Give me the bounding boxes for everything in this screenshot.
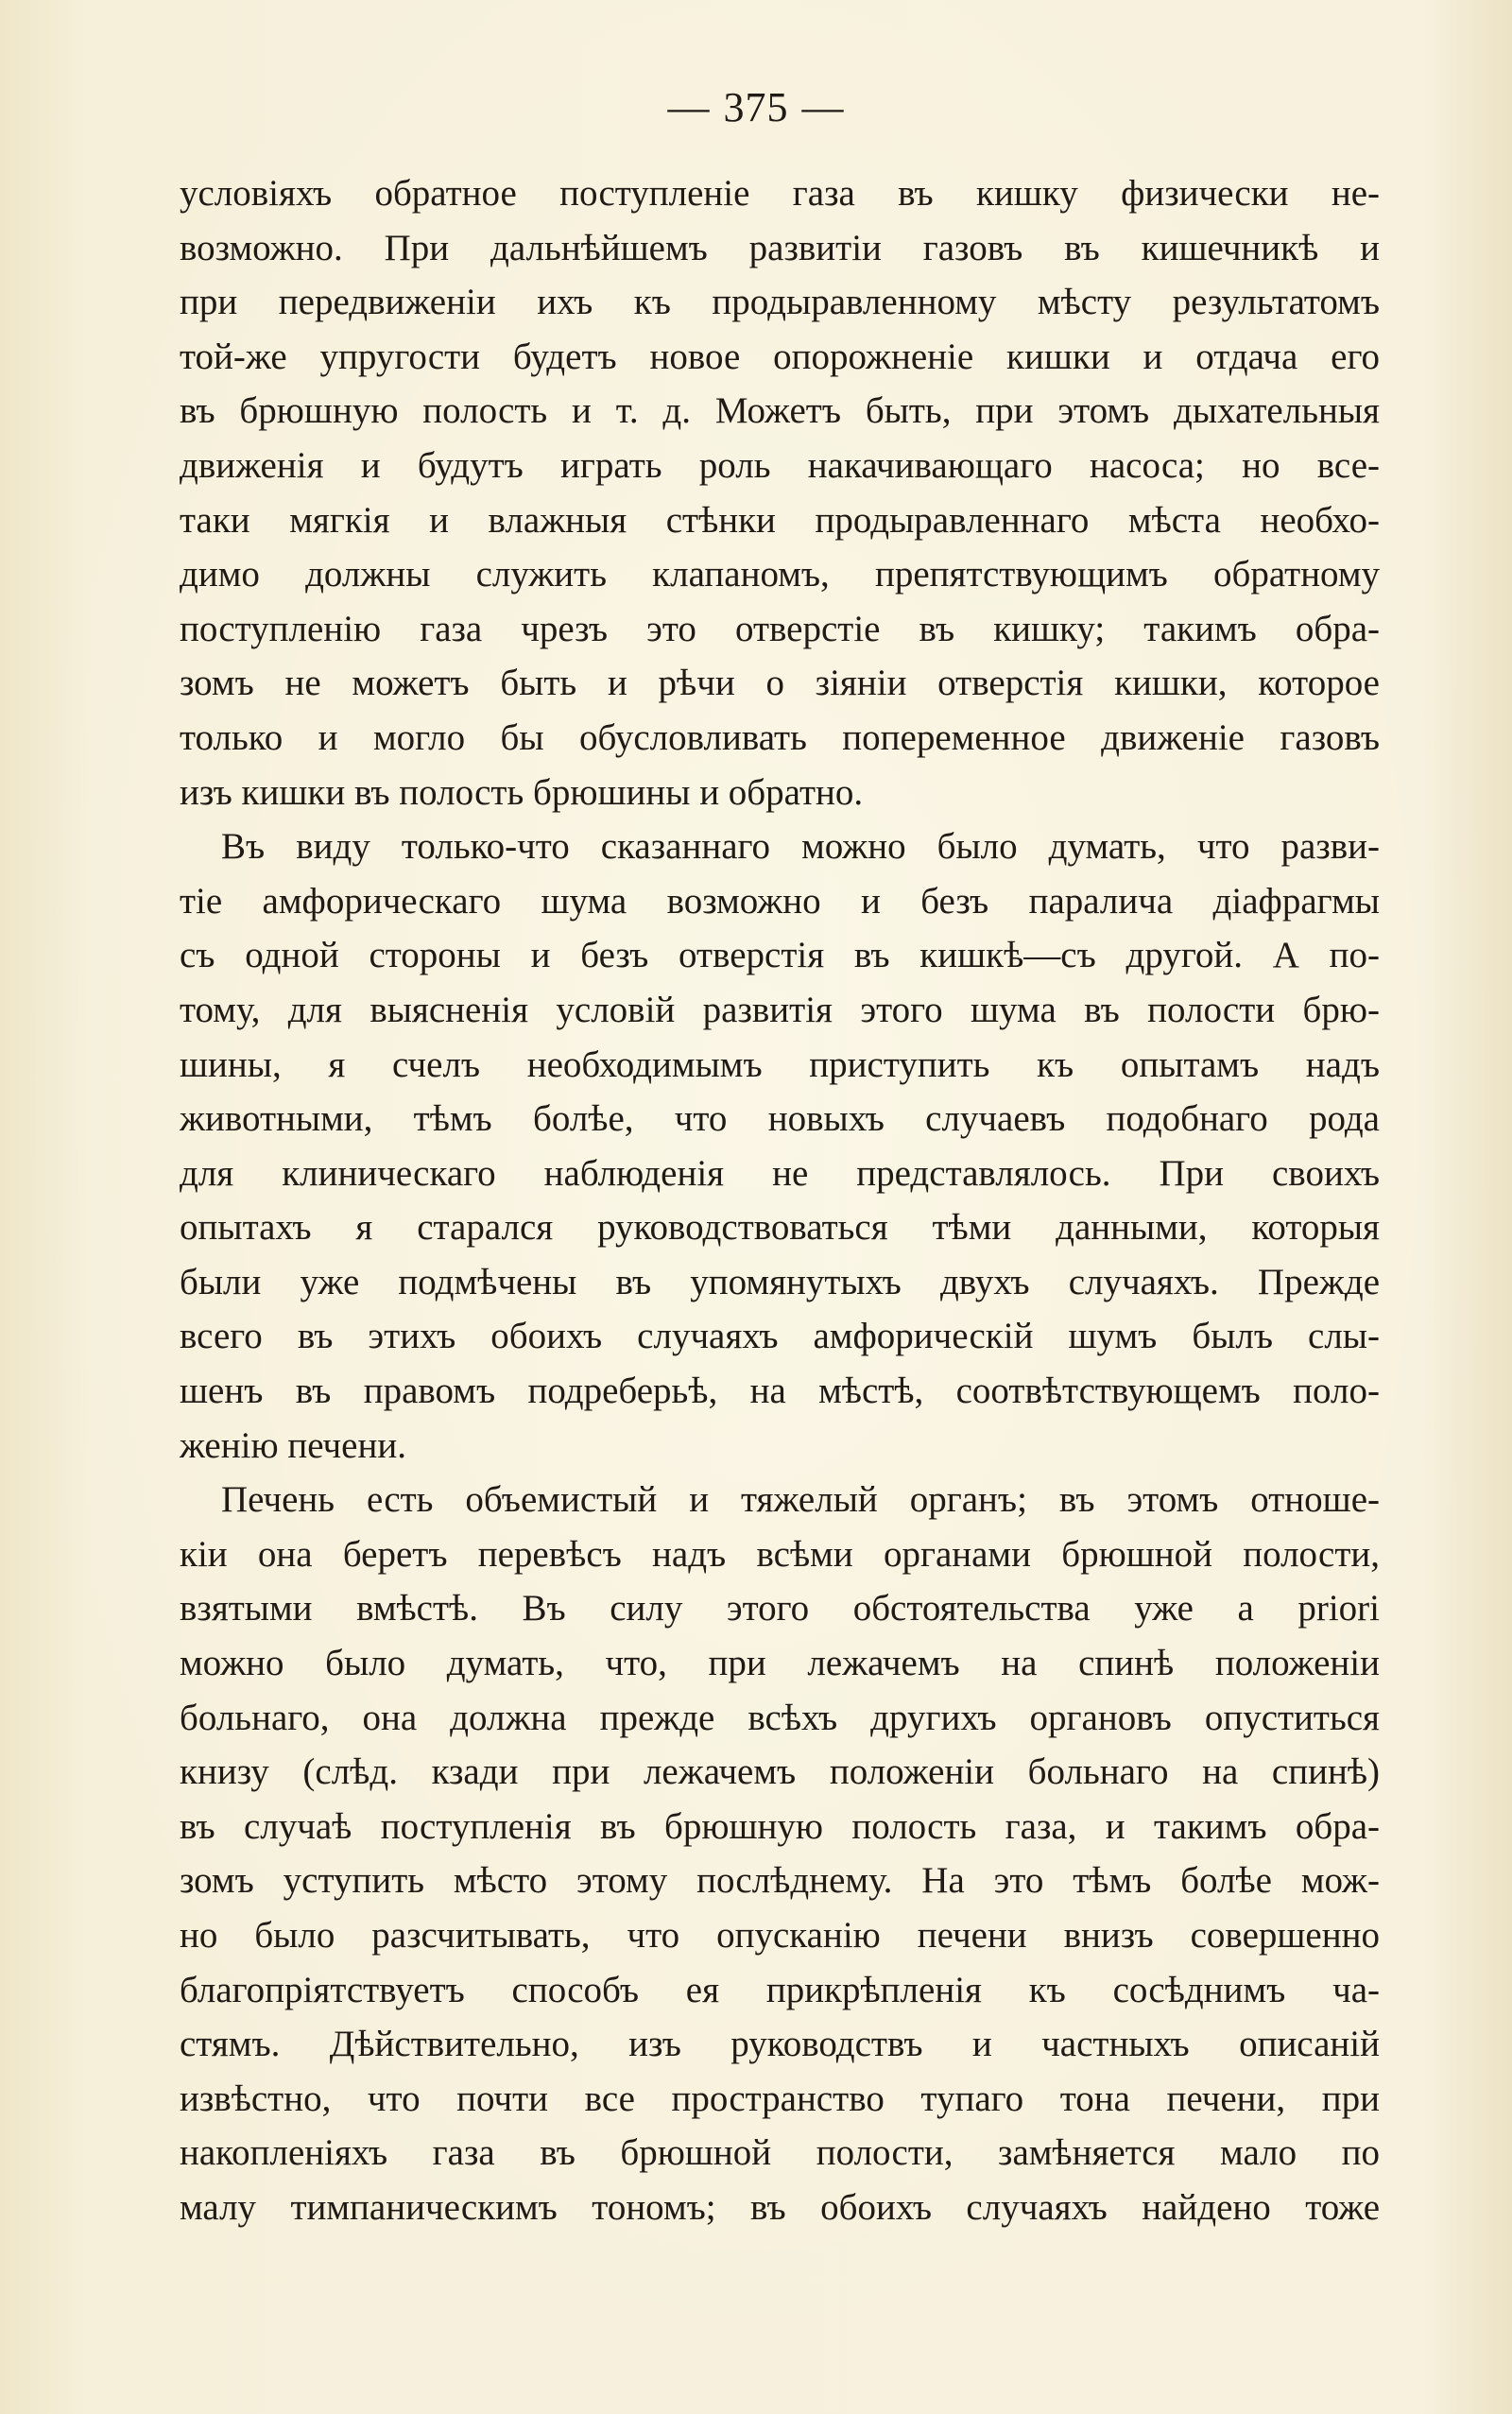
text-line: условіяхъ обратное поступленіе газа въ кишку физически не- [180, 173, 1380, 214]
paragraph-2 [180, 819, 1380, 1473]
page-number: 375 [723, 84, 789, 130]
page-number-dash-right: — [801, 84, 845, 130]
text-line: только и могло бы обусловливать попеременное движеніе газовъ [180, 716, 1380, 758]
text-line: Печень есть объемистый и тяжелый органъ; въ этомъ отноше- [221, 1479, 1380, 1521]
body-text [180, 166, 1380, 2235]
text-line: изъ кишки въ полость брюшины и обратно. [180, 771, 864, 813]
text-line: тіе амфорическаго шума возможно и безъ паралича діафрагмы [180, 880, 1380, 922]
text-line: той-же упругости будетъ новое опорожненіе кишки и отдача его [180, 336, 1380, 377]
text-line: кіи она беретъ перевѣсъ надъ всѣми органами брюшной полости, [180, 1533, 1380, 1575]
text-line: съ одной стороны и безъ отверстія въ кишкѣ—съ другой. А по- [180, 935, 1380, 976]
page-number-header [0, 83, 1512, 131]
text-line: были уже подмѣчены въ упомянутыхъ двухъ случаяхъ. Прежде [180, 1261, 1380, 1302]
paragraph-1 [180, 166, 1380, 819]
text-line: въ брюшную полость и т. д. Можетъ быть, при этомъ дыхательныя [180, 390, 1380, 432]
text-line: женію печени. [180, 1424, 406, 1466]
text-line: больнаго, она должна прежде всѣхъ другихъ органовъ опуститься [180, 1697, 1380, 1738]
text-line: извѣстно, что почти все пространство тупаго тона печени, при [180, 2078, 1380, 2119]
text-line: малу тимпаническимъ тономъ; въ обоихъ случаяхъ найдено тоже [180, 2186, 1380, 2228]
text-line: взятыми вмѣстѣ. Въ силу этого обстоятельства уже a priori [180, 1588, 1380, 1629]
text-line: зомъ не можетъ быть и рѣчи о зіяніи отверстія кишки, которое [180, 663, 1380, 704]
text-line: опытахъ я старался руководствоваться тѣми данными, которыя [180, 1207, 1380, 1249]
paragraph-3 [180, 1473, 1380, 2234]
text-line: для клиническаго наблюденія не представлялось. При своихъ [180, 1152, 1380, 1194]
text-line: возможно. При дальнѣйшемъ развитіи газовъ въ кишечникѣ и [180, 227, 1380, 268]
text-line: но было разсчитывать, что опусканію печени внизъ совершенно [180, 1915, 1380, 1956]
text-line: всего въ этихъ обоихъ случаяхъ амфорическій шумъ былъ слы- [180, 1316, 1380, 1357]
text-line: таки мягкія и влажныя стѣнки продыравленнаго мѣста необхо- [180, 499, 1380, 541]
text-line: шины, я счелъ необходимымъ приступить къ опытамъ надъ [180, 1043, 1380, 1085]
text-line: димо должны служить клапаномъ, препятствующимъ обратному [180, 554, 1380, 595]
text-line: книзу (слѣд. кзади при лежачемъ положеніи больнаго на спинѣ) [180, 1751, 1380, 1793]
text-line: при передвиженіи ихъ къ продыравленному мѣсту результатомъ [180, 282, 1380, 323]
text-line: поступленію газа чрезъ это отверстіе въ кишку; такимъ обра- [180, 608, 1380, 649]
text-line: стямъ. Дѣйствительно, изъ руководствъ и частныхъ описаній [180, 2024, 1380, 2065]
text-line: животными, тѣмъ болѣе, что новыхъ случаевъ подобнаго рода [180, 1098, 1380, 1140]
text-line: движенія и будутъ играть роль накачивающаго насоса; но все- [180, 444, 1380, 486]
text-line: шенъ въ правомъ подреберьѣ, на мѣстѣ, соотвѣтствующемъ поло- [180, 1371, 1380, 1412]
page-number-dash-left: — [667, 84, 711, 130]
text-line: Въ виду только-что сказаннаго можно было думать, что разви- [221, 826, 1380, 868]
text-line: зомъ уступить мѣсто этому послѣднему. На это тѣмъ болѣе мож- [180, 1860, 1380, 1902]
text-line: можно было думать, что, при лежачемъ на спинѣ положеніи [180, 1643, 1380, 1684]
text-line: тому, для выясненія условій развитія этого шума въ полости брю- [180, 989, 1380, 1030]
text-line: благопріятствуетъ способъ ея прикрѣпленія къ сосѣднимъ ча- [180, 1969, 1380, 2010]
text-line: въ случаѣ поступленія въ брюшную полость газа, и такимъ обра- [180, 1805, 1380, 1847]
text-line: накопленіяхъ газа въ брюшной полости, замѣняется мало по [180, 2132, 1380, 2174]
